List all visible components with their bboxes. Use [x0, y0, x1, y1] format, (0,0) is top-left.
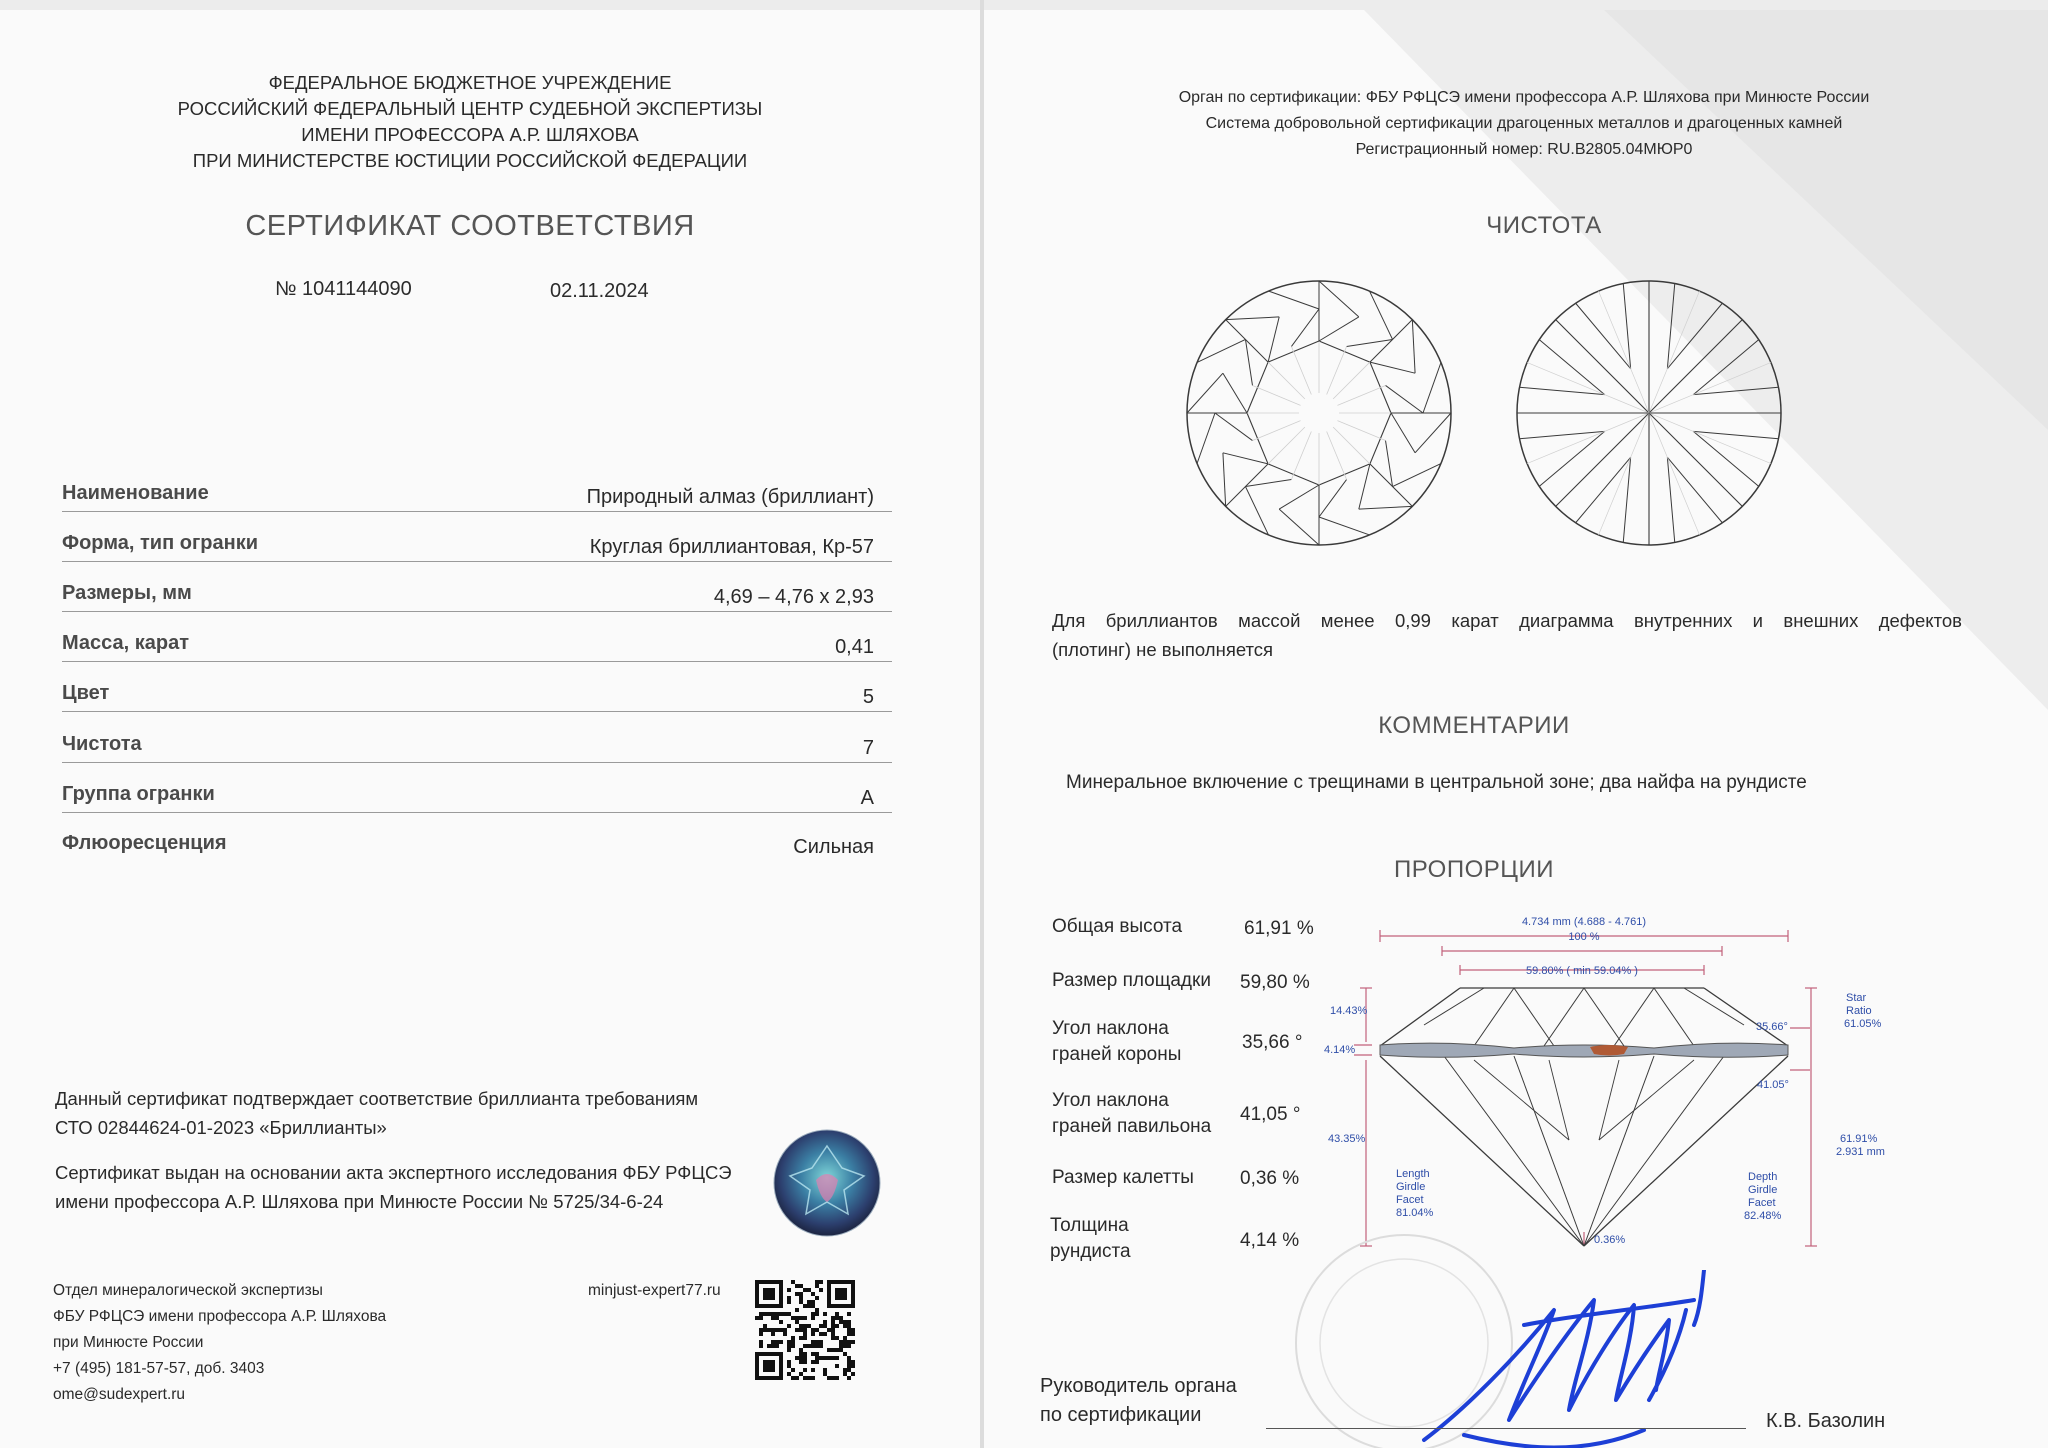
contact-phone: +7 (495) 181-57-57, доб. 3403 [53, 1360, 265, 1377]
basis-line-2: имени профессора А.Р. Шляхова при Минюсте России № 5725/34-6-24 [55, 1191, 664, 1212]
pavilion-angle-label: 41.05° [1757, 1079, 1789, 1091]
org-line-2: РОССИЙСКИЙ ФЕДЕРАЛЬНЫЙ ЦЕНТР СУДЕБНОЙ ЭКСПЕРТИЗЫ [177, 98, 763, 119]
row-value: 0,41 [835, 636, 874, 658]
plotting-note-line-1: Для бриллиантов массой менее 0,99 карат диаграмма внутренних и внешних дефектов [1052, 610, 1962, 631]
diameter-label: 4.734 mm (4.688 - 4.761) [1521, 916, 1647, 928]
table-row [62, 515, 892, 562]
table-row [62, 665, 892, 712]
certificate-title: СЕРТИФИКАТ СООТВЕТСТВИЯ [245, 210, 695, 242]
comments-text: Минеральное включение с трещинами в центральной зоне; два найфа на рундисте [1066, 772, 1807, 793]
length-girdle-facet-line-3: Facet [1396, 1194, 1424, 1206]
proportion-value: 35,66 ° [1242, 1032, 1303, 1053]
row-label: Флюоресценция [62, 832, 227, 854]
star-ratio-line-1: Star [1846, 992, 1867, 1004]
proportion-value: 41,05 ° [1240, 1104, 1301, 1125]
culet-label: 0.36% [1594, 1234, 1626, 1246]
total-depth-line-1: 61.91% [1840, 1133, 1878, 1145]
contact-email: ome@sudexpert.ru [53, 1386, 186, 1403]
signatory-name: К.В. Базолин [1766, 1410, 1886, 1432]
table-row [62, 815, 892, 861]
proportions-title: ПРОПОРЦИИ [1393, 856, 1555, 883]
conformity-statement [55, 1084, 698, 1142]
proportion-label [1050, 1213, 1131, 1265]
proportion-value: 4,14 % [1240, 1230, 1300, 1251]
proportions-diagram [1324, 910, 1904, 1250]
contact-ministry: при Минюсте России [53, 1334, 204, 1351]
proportion-label-line: Размер калетты [1052, 1167, 1194, 1188]
contact-block [53, 1278, 386, 1408]
org-line-1: ФЕДЕРАЛЬНОЕ БЮДЖЕТНОЕ УЧРЕЖДЕНИЕ [268, 72, 672, 93]
proportion-label-line: граней павильона [1052, 1116, 1212, 1137]
proportion-label [1052, 968, 1211, 994]
star-ratio-line-2: Ratio [1846, 1005, 1872, 1017]
proportion-value: 0,36 % [1240, 1168, 1300, 1189]
depth-girdle-facet-line-3: Facet [1748, 1197, 1776, 1209]
crown-height-label: 14.43% [1330, 1005, 1368, 1017]
signature-line [1266, 1428, 1746, 1429]
star-ratio-line-3: 61.05% [1844, 1018, 1882, 1030]
header-line-1: Орган по сертификации: ФБУ РФЦСЭ имени профессора А.Р. Шляхова при Минюсте России [1178, 89, 1870, 106]
row-value: 7 [862, 737, 874, 759]
table-label: 59.80% ( min 59.04% ) [1526, 965, 1638, 977]
row-value: 5 [862, 686, 874, 708]
proportion-label [1052, 914, 1182, 940]
contact-department: Отдел минералогической экспертизы [53, 1282, 323, 1299]
comments-title: КОММЕНТАРИИ [1378, 712, 1570, 739]
proportion-label-line: граней короны [1052, 1044, 1182, 1065]
contact-organization: ФБУ РФЦСЭ имени профессора А.Р. Шляхова [53, 1308, 387, 1325]
signature-icon [1404, 1270, 1784, 1448]
signatory-line-1: Руководитель органа [1040, 1375, 1237, 1397]
certificate-number: № 1041144090 [275, 278, 412, 300]
hundred-percent-label: 100 % [1568, 931, 1600, 943]
table-row [62, 766, 892, 813]
header-line-3: Регистрационный номер: RU.B2805.04МЮР0 [1355, 141, 1693, 158]
table-row [62, 615, 892, 662]
proportion-label-line: рундиста [1050, 1241, 1131, 1262]
row-label: Наименование [62, 482, 209, 504]
row-label: Группа огранки [62, 783, 215, 805]
table-row [62, 465, 892, 512]
row-label: Размеры, мм [62, 582, 192, 604]
row-label: Чистота [62, 733, 142, 755]
proportion-label [1052, 1016, 1181, 1068]
proportion-label-line: Размер площадки [1052, 970, 1211, 991]
qr-code-icon [755, 1280, 855, 1380]
certificate-right-page [984, 10, 2048, 1448]
org-line-3: ИМЕНИ ПРОФЕССОРА А.Р. ШЛЯХОВА [301, 124, 639, 145]
clarity-title: ЧИСТОТА [1486, 212, 1602, 239]
row-label: Форма, тип огранки [62, 532, 259, 554]
certification-body-header [1024, 85, 2024, 163]
proportion-label-line: Толщина [1050, 1215, 1129, 1236]
row-value: Круглая бриллиантовая, Кр-57 [589, 536, 874, 558]
row-value: Сильная [793, 836, 874, 858]
conformity-line-1: Данный сертификат подтверждает соответствие бриллианта требованиям [55, 1088, 699, 1109]
signatory-title [1040, 1372, 1237, 1430]
proportion-label-line: Угол наклона [1052, 1090, 1169, 1111]
table-row [62, 565, 892, 612]
website-link[interactable]: minjust-expert77.ru [588, 1282, 721, 1299]
certificate-date: 02.11.2024 [550, 280, 649, 302]
signatory-line-2: по сертификации [1040, 1404, 1202, 1426]
girdle-thickness-label: 4.14% [1324, 1044, 1356, 1056]
proportion-label [1052, 1165, 1194, 1191]
crown-angle-label: 35.66° [1756, 1021, 1788, 1033]
table-row [62, 716, 892, 763]
depth-girdle-facet-line-2: Girdle [1748, 1184, 1778, 1196]
header-line-2: Система добровольной сертификации драгоценных металлов и драгоценных камней [1205, 115, 1843, 132]
row-value: 4,69 – 4,76 x 2,93 [713, 586, 874, 608]
conformity-line-2: СТО 02844624-01-2023 «Бриллианты» [55, 1117, 387, 1138]
org-line-4: ПРИ МИНИСТЕРСТВЕ ЮСТИЦИИ РОССИЙСКОЙ ФЕДЕРАЦИИ [192, 150, 748, 171]
certificate-left-page [0, 10, 980, 1448]
depth-girdle-facet-line-4: 82.48% [1744, 1210, 1782, 1222]
plotting-note-line-2: (плотинг) не выполняется [1052, 639, 1274, 660]
pavilion-depth-label: 43.35% [1328, 1133, 1366, 1145]
proportion-label-line: Угол наклона [1052, 1018, 1169, 1039]
row-value: Природный алмаз (бриллиант) [586, 486, 874, 508]
length-girdle-facet-line-1: Length [1396, 1168, 1430, 1180]
length-girdle-facet-line-2: Girdle [1396, 1181, 1426, 1193]
proportion-label [1052, 1088, 1211, 1140]
row-value: A [860, 787, 874, 809]
diamond-pavilion-diagram [1514, 278, 1784, 548]
diamond-crown-diagram [1184, 278, 1454, 548]
hologram-seal-icon [772, 1128, 882, 1238]
organization-header [120, 70, 820, 174]
basis-line-1: Сертификат выдан на основании акта экспертного исследования ФБУ РФЦСЭ [55, 1162, 732, 1183]
row-label: Цвет [62, 682, 110, 704]
proportion-label-line: Общая высота [1052, 916, 1183, 937]
proportion-value: 61,91 % [1244, 918, 1314, 939]
length-girdle-facet-line-4: 81.04% [1396, 1207, 1434, 1219]
row-label: Масса, карат [62, 632, 190, 654]
total-depth-line-2: 2.931 mm [1836, 1146, 1885, 1158]
proportion-value: 59,80 % [1240, 972, 1310, 993]
depth-girdle-facet-line-1: Depth [1748, 1171, 1778, 1183]
basis-statement [55, 1158, 732, 1216]
